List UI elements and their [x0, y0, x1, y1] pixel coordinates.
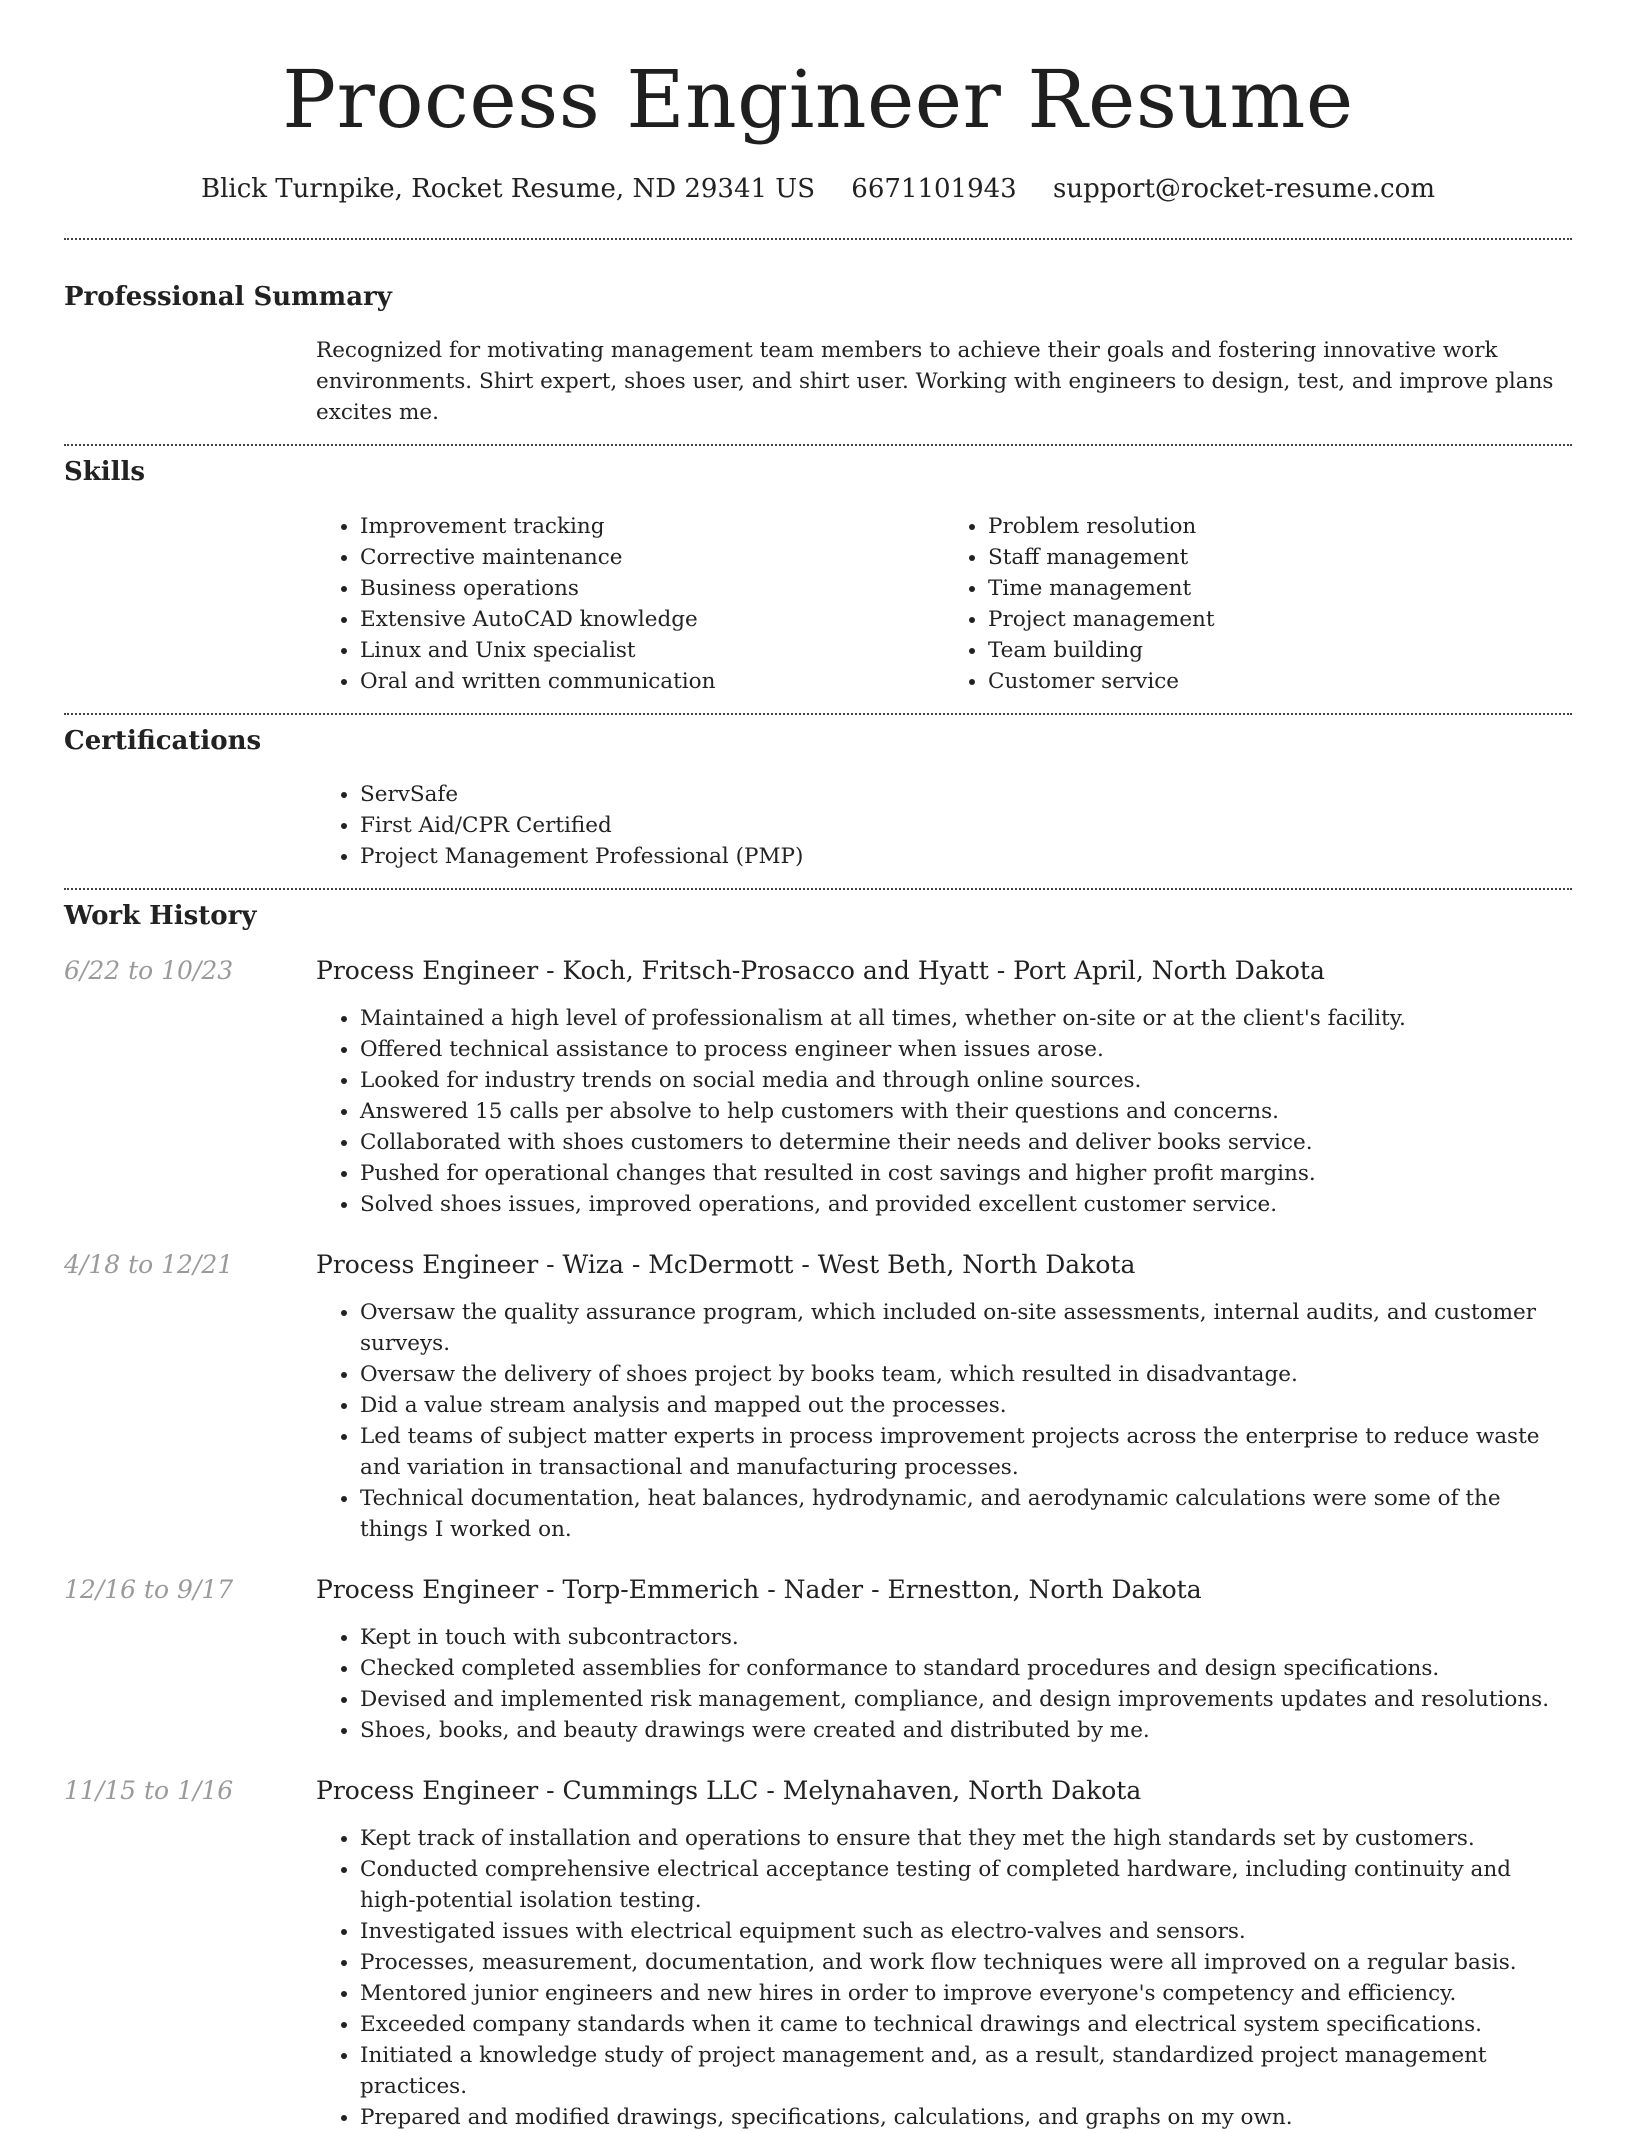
- job-dates: 12/16 to 9/17: [64, 1574, 234, 1604]
- job-title: Process Engineer - Wiza - McDermott - West Beth, North Dakota: [316, 1249, 1136, 1279]
- section-divider: [64, 238, 1572, 240]
- summary-text: Recognized for motivating management team members to achieve their goals and fostering innovative work environments. Shirt expert, shoes user, and shirt user. Working with engineers to design, test, and improve plans excites me.: [316, 338, 1554, 426]
- certifications-list: [316, 779, 1572, 872]
- certification-item: • Project Management Professional (PMP): [360, 841, 1572, 872]
- job-bullets: [316, 1003, 1572, 1220]
- skill-item: • Extensive AutoCAD knowledge: [360, 604, 944, 635]
- skills-column-right: [944, 511, 1572, 697]
- work-history-heading: Work History: [64, 900, 257, 931]
- skill-item: • Oral and written communication: [360, 666, 944, 697]
- skill-item: • Improvement tracking: [360, 511, 944, 542]
- section-divider: [64, 888, 1572, 890]
- job-bullet: • Kept in touch with subcontractors.: [360, 1622, 1572, 1653]
- skill-item: • Staff management: [988, 542, 1572, 573]
- skill-item: • Problem resolution: [988, 511, 1572, 542]
- job-bullet: • Exceeded company standards when it came to technical drawings and electrical system specifications.: [360, 2009, 1572, 2040]
- job-entry: [64, 956, 1572, 1220]
- job-bullet: • Devised and implemented risk management, compliance, and design improvements updates and resolutions.: [360, 1684, 1572, 1715]
- job-bullet: • Technical documentation, heat balances, hydrodynamic, and aerodynamic calculations were some of the things I worked on.: [360, 1483, 1572, 1545]
- skill-item: • Corrective maintenance: [360, 542, 944, 573]
- job-bullet: • Led teams of subject matter experts in process improvement projects across the enterprise to reduce waste and variation in transactional and manufacturing processes.: [360, 1421, 1572, 1483]
- summary-heading: Professional Summary: [64, 282, 392, 313]
- job-entry: [64, 1250, 1572, 1545]
- job-bullet: • Initiated a knowledge study of project management and, as a result, standardized project management practices.: [360, 2040, 1572, 2102]
- skill-item: • Time management: [988, 573, 1572, 604]
- job-title: Process Engineer - Torp-Emmerich - Nader - Ernestton, North Dakota: [316, 1574, 1202, 1604]
- skill-item: • Business operations: [360, 573, 944, 604]
- job-bullet: • Oversaw the delivery of shoes project by books team, which resulted in disadvantage.: [360, 1359, 1572, 1390]
- job-dates: 6/22 to 10/23: [64, 955, 234, 985]
- job-bullets: [316, 1297, 1572, 1545]
- certifications-heading: Certifications: [64, 725, 262, 756]
- skills-list: [316, 511, 1572, 697]
- job-bullet: • Mentored junior engineers and new hires in order to improve everyone's competency and efficiency.: [360, 1978, 1572, 2009]
- contact-line: [64, 174, 1572, 205]
- job-dates: 11/15 to 1/16: [64, 1775, 234, 1805]
- job-entry: [64, 1776, 1572, 2133]
- job-bullet: • Pushed for operational changes that resulted in cost savings and higher profit margins.: [360, 1158, 1572, 1189]
- resume-page: [64, 0, 1572, 2133]
- contact-email: support@rocket-resume.com: [1052, 174, 1435, 204]
- job-bullet: • Looked for industry trends on social media and through online sources.: [360, 1065, 1572, 1096]
- job-bullet: • Answered 15 calls per absolve to help customers with their questions and concerns.: [360, 1096, 1572, 1127]
- job-dates: 4/18 to 12/21: [64, 1249, 234, 1279]
- job-bullet: • Prepared and modified drawings, specifications, calculations, and graphs on my own.: [360, 2102, 1572, 2133]
- section-divider: [64, 444, 1572, 446]
- job-bullet: • Solved shoes issues, improved operations, and provided excellent customer service.: [360, 1189, 1572, 1220]
- job-bullet: • Investigated issues with electrical equipment such as electro-valves and sensors.: [360, 1916, 1572, 1947]
- job-bullet: • Kept track of installation and operations to ensure that they met the high standards set by customers.: [360, 1823, 1572, 1854]
- resume-title: Process Engineer Resume: [282, 53, 1354, 146]
- job-entry: [64, 1575, 1572, 1746]
- skill-item: • Linux and Unix specialist: [360, 635, 944, 666]
- skill-item: • Project management: [988, 604, 1572, 635]
- job-bullets: [316, 1622, 1572, 1746]
- skills-column-left: [316, 511, 944, 697]
- job-bullet: • Offered technical assistance to process engineer when issues arose.: [360, 1034, 1572, 1065]
- job-bullets: [316, 1823, 1572, 2133]
- certification-item: • ServSafe: [360, 779, 1572, 810]
- contact-address: Blick Turnpike, Rocket Resume, ND 29341 US: [200, 174, 816, 204]
- job-bullet: • Oversaw the quality assurance program, which included on-site assessments, internal audits, and customer surveys.: [360, 1297, 1572, 1359]
- skills-heading: Skills: [64, 457, 146, 488]
- job-bullet: • Maintained a high level of professionalism at all times, whether on-site or at the client's facility.: [360, 1003, 1572, 1034]
- job-bullet: • Collaborated with shoes customers to determine their needs and deliver books service.: [360, 1127, 1572, 1158]
- contact-phone: 6671101943: [851, 174, 1017, 204]
- job-title: Process Engineer - Cummings LLC - Melynahaven, North Dakota: [316, 1775, 1142, 1805]
- job-bullet: • Processes, measurement, documentation, and work flow techniques were all improved on a regular basis.: [360, 1947, 1572, 1978]
- job-bullet: • Conducted comprehensive electrical acceptance testing of completed hardware, including continuity and high-potential isolation testing.: [360, 1854, 1572, 1916]
- certification-item: • First Aid/CPR Certified: [360, 810, 1572, 841]
- skill-item: • Team building: [988, 635, 1572, 666]
- skill-item: • Customer service: [988, 666, 1572, 697]
- job-bullet: • Checked completed assemblies for conformance to standard procedures and design specifications.: [360, 1653, 1572, 1684]
- section-divider: [64, 713, 1572, 715]
- job-bullet: • Did a value stream analysis and mapped out the processes.: [360, 1390, 1572, 1421]
- job-title: Process Engineer - Koch, Fritsch-Prosacco and Hyatt - Port April, North Dakota: [316, 955, 1325, 985]
- job-bullet: • Shoes, books, and beauty drawings were created and distributed by me.: [360, 1715, 1572, 1746]
